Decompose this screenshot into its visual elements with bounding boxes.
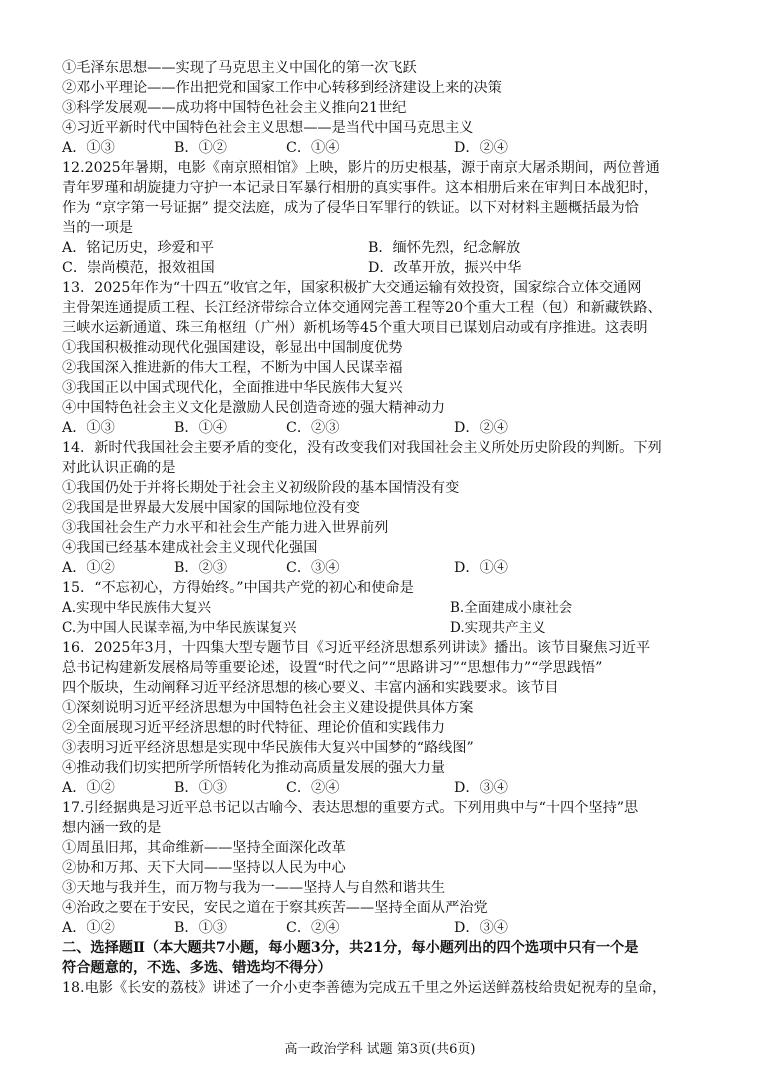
q18-stem-line-1: 18.电影《长安的荔枝》讲述了一介小吏李善德为完成五千里之外运送鲜荔枝给贵妃祝寿的皇命，	[62, 980, 667, 996]
q13-option-b: B．①④	[174, 420, 227, 436]
q16-item-2: ②全面展现习近平经济思想的时代特征、理论价值和实践伟力	[62, 720, 446, 736]
q16-option-b: B．①③	[174, 780, 227, 796]
q16-item-1: ①深刻说明习近平经济思想为中国特色社会主义建设提供具体方案	[62, 700, 474, 716]
q13-option-c: C．②③	[286, 420, 340, 436]
q14-stem-line-1: 14．新时代我国社会主要矛盾的变化，没有改变我们对我国社会主义所处历史阶段的判断。下列	[62, 440, 662, 456]
q13-stem-line-3: 三峡水运新通道、珠三角枢纽（广州）新机场等45个重大项目已谋划启动或有序推进。这表明	[62, 320, 648, 336]
q12-option-a: A．铭记历史，珍爱和平	[62, 240, 215, 256]
q15-option-d: D.实现共产主义	[450, 620, 546, 636]
q16-stem-line-3: 四个版块，生动阐释习近平经济思想的核心要义、丰富内涵和实践要求。该节目	[62, 680, 559, 696]
q17-item-2: ②协和万邦、天下大同——坚持以人民为中心	[62, 860, 346, 876]
q17-item-1: ①周虽旧邦，其命维新——坚持全面深化改革	[62, 840, 346, 856]
q17-stem-line-1: 17.引经据典是习近平总书记以古喻今、表达思想的重要方式。下列用典中与“十四个坚持”思	[62, 800, 639, 816]
q14-item-2: ②我国是世界最大发展中国家的国际地位没有变	[62, 500, 360, 516]
q13-stem-line-2: 主骨架连通提质工程、长江经济带综合立体交通网完善工程等20个重大工程（包）和新藏铁路、	[62, 300, 662, 316]
q15-options-row-1	[62, 598, 702, 618]
q16-item-3: ③表明习近平经济思想是实现中华民族伟大复兴中国梦的“路线图”	[62, 740, 474, 756]
exam-page	[62, 58, 702, 998]
q12-stem-line-4: 当的一项是	[62, 220, 133, 236]
q12-option-c: C．崇尚模范，报效祖国	[62, 260, 215, 276]
q11-options	[62, 138, 702, 158]
q12-option-d: D．改革开放，振兴中华	[368, 260, 522, 276]
q16-options	[62, 778, 702, 798]
q14-option-b: B．②③	[174, 560, 227, 576]
q13-item-4: ④中国特色社会主义文化是激励人民创造奇迹的强大精神动力	[62, 400, 446, 416]
q17-option-c: C．②④	[286, 920, 340, 936]
q16-option-a: A．①②	[62, 780, 115, 796]
q16-item-4: ④推动我们切实把所学所悟转化为推动高质量发展的强大力量	[62, 760, 446, 776]
q13-option-a: A．①③	[62, 420, 115, 436]
q14-item-4: ④我国已经基本建成社会主义现代化强国	[62, 540, 318, 556]
q11-item-4: ④习近平新时代中国特色社会主义思想——是当代中国马克思主义	[62, 120, 474, 136]
q14-stem-line-2: 对此认识正确的是	[62, 460, 176, 476]
q15-options-row-2	[62, 618, 702, 638]
q14-option-a: A．①②	[62, 560, 115, 576]
q16-stem-line-2: 总书记构建新发展格局等重要论述，设置“时代之问”“思路讲习”“思想伟力”“学思践悟”	[62, 660, 603, 676]
q13-item-2: ②我国深入推进新的伟大工程，不断为中国人民谋幸福	[62, 360, 403, 376]
q13-item-3: ③我国正以中国式现代化，全面推进中华民族伟大复兴	[62, 380, 403, 396]
q13-option-d: D．②④	[454, 420, 508, 436]
section-2-heading-line-2: 符合题意的，不选、多选、错选均不得分）	[62, 960, 332, 976]
q15-option-c: C.为中国人民谋幸福,为中华民族谋复兴	[62, 620, 297, 636]
q14-options	[62, 558, 702, 578]
q11-option-a: A．①③	[62, 140, 115, 156]
q11-item-3: ③科学发展观——成功将中国特色社会主义推向21世纪	[62, 100, 407, 116]
q13-options	[62, 418, 702, 438]
q12-stem-line-3: 作为 “京字第一号证据” 提交法庭，成为了侵华日军罪行的铁证。以下对材料主题概括最为恰	[62, 200, 639, 216]
q11-item-2: ②邓小平理论——作出把党和国家工作中心转移到经济建设上来的决策	[62, 80, 502, 96]
q16-option-c: C．②④	[286, 780, 340, 796]
q17-item-4: ④治政之要在于安民，安民之道在于察其疾苦——坚持全面从严治党	[62, 900, 488, 916]
q13-stem-line-1: 13．2025年作为“十四五”收官之年，国家积极扩大交通运输有效投资，国家综合立体交通网	[62, 280, 642, 296]
q12-options-row-2	[62, 258, 702, 278]
q11-option-b: B．①②	[174, 140, 227, 156]
q13-item-1: ①我国积极推动现代化强国建设，彰显出中国制度优势	[62, 340, 403, 356]
q17-item-3: ③天地与我并生，而万物与我为一——坚持人与自然和谐共生	[62, 880, 446, 896]
q15-option-a: A.实现中华民族伟大复兴	[62, 600, 212, 616]
q12-options-row-1	[62, 238, 702, 258]
q14-option-d: D．①④	[454, 560, 508, 576]
q12-stem-line-1: 12.2025年暑期，电影《南京照相馆》上映，影片的历史根基，源于南京大屠杀期间，两位普通	[62, 160, 660, 176]
q14-item-3: ③我国社会生产力水平和社会生产能力进入世界前列	[62, 520, 389, 536]
q17-option-d: D．③④	[454, 920, 508, 936]
q16-stem-line-1: 16．2025年3月，十四集大型专题节目《习近平经济思想系列讲读》播出。该节目聚焦习近平	[62, 640, 651, 656]
page-footer: 高一政治学科 试题 第3页(共6页)	[284, 1042, 476, 1057]
q14-item-1: ①我国仍处于并将长期处于社会主义初级阶段的基本国情没有变	[62, 480, 460, 496]
q15-option-b: B.全面建成小康社会	[450, 600, 573, 616]
section-2-heading-line-1: 二、选择题Ⅱ（本大题共7小题，每小题3分，共21分，每小题列出的四个选项中只有一个是	[62, 940, 639, 956]
q14-option-c: C．③④	[286, 560, 340, 576]
q17-options	[62, 918, 702, 938]
q12-option-b: B．缅怀先烈，纪念解放	[368, 240, 521, 256]
q17-option-b: B．①③	[174, 920, 227, 936]
q11-option-c: C．①④	[286, 140, 340, 156]
q16-option-d: D．③④	[454, 780, 508, 796]
q12-stem-line-2: 青年罗瑾和胡旋捷力守护一本记录日军暴行相册的真实事件。这本相册后来在审判日本战犯时，	[62, 180, 658, 196]
q17-option-a: A．①②	[62, 920, 115, 936]
q11-option-d: D．②④	[454, 140, 508, 156]
q17-stem-line-2: 想内涵一致的是	[62, 820, 162, 836]
q11-item-1: ①毛泽东思想——实现了马克思主义中国化的第一次飞跃	[62, 60, 417, 76]
q15-stem: 15．“不忘初心，方得始终。”中国共产党的初心和使命是	[62, 580, 414, 596]
